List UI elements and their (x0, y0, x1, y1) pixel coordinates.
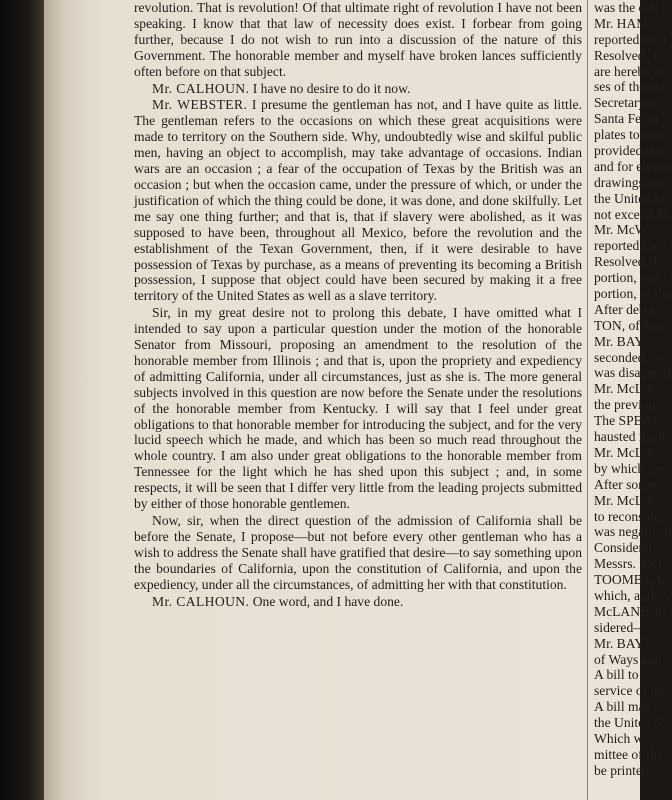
right-column-line: hausted itself (594, 429, 667, 445)
right-column-line: TOOMBS, C (594, 572, 667, 588)
right-column-line: seconded ; an (594, 349, 668, 365)
right-column-line: Mr. McLA (594, 381, 653, 397)
column-rule (587, 0, 588, 800)
paragraph-text: Sir, in my great desire not to prolong this debate, I have omitted what I intended to say upon a particular question under the motion of the honorable Senator from Missouri, proposing an amendment to the resolution of the honorable member from Illinois ; and that is, upon the propriety and expediency of admitting California, under all circumstances, just as she is. The more general subjects involved in this question are now before the Senate under the resolutions of the honorable member from Kentucky. I will say that I feel under great obligations to that honorable member for introducing the subject, and for the very lucid speech which he made, and which has been so much read throughout the whole country. I am also under great obligations to the honorable member from Tennessee for the light which he has shed upon this subject ; and, in some respects, it will be seen that I differ very little from the leading projects submitted by either of those honorable gentlemen. (134, 305, 582, 512)
right-column-line: The SPEA (594, 413, 652, 429)
right-column-line: not exceed $1 (594, 206, 670, 222)
right-column (594, 0, 672, 800)
right-column-line: by which the (594, 460, 665, 476)
right-column-line: Mr. BAYL (594, 635, 653, 651)
right-column-line: which, and by (594, 587, 671, 603)
right-column-line: TON, of Ten (594, 317, 664, 333)
right-column-line: are hereby au (594, 63, 668, 79)
right-column-line: Mr. BAY (594, 333, 645, 349)
right-column-line: provided the (594, 143, 663, 159)
speaker-name: Mr. WEBSTER. (152, 97, 248, 113)
paragraph (134, 305, 582, 512)
right-column-line: McLANE, th (594, 603, 666, 619)
right-column-line: Santa Fe, pr (594, 111, 660, 127)
paragraph-text: revolution. That is revolution! Of that ultimate right of revolution I have not been speaking. I know that that law of necessity does exist. I forbear from going further, because I do not wish to run into a discussion of the nature of this Government. The honorable member and myself have broken lances sufficiently often before on that subject. (134, 0, 582, 79)
right-column-line: Messrs. McL (594, 556, 666, 572)
right-column-line: Mr. HAM (594, 15, 649, 31)
right-column-line: of Ways and (594, 651, 662, 667)
right-column-line: Mr. McLA (594, 492, 653, 508)
right-column-line: plates to acco (594, 127, 668, 143)
right-column-line: service of the (594, 683, 668, 699)
paragraph (134, 0, 582, 80)
paragraph (134, 81, 582, 97)
paragraph-text: I presume the gentleman has not, and I have quite as little. The gentleman refers to the occasions on which these great acquisitions were made to territory on the Southern side. Why, undoubtedly wise and skilful public men, having an object to accomplish, may take advantage of occasions. Indian wars are an occasion ; a fear of the occupation of Texas by the British was an occasion ; but when the occasion came, under the pressure of which, or under the justification of which the thing could be done, it was done, and done skilfully. Let me say one thing further; and that is, that if slavery were abolished, as it was supposed to have been, throughout all Mexico, before the revolution and the establishment of the Texan Government, then, if it were desirable to have possession of Texas by purchase, as a means of preventing its becoming a British possession, I suppose that object could have been secured by making it a free territory of the United States as well as a slave territory. (134, 97, 582, 304)
right-column-line: Mr. McLA (594, 444, 653, 460)
paragraph (134, 513, 582, 593)
right-column-line: was disagreed (594, 365, 671, 381)
right-column-line: mittee of the (594, 746, 663, 762)
right-column-line: A bill mak (594, 699, 652, 715)
right-column-line: and for eleven (594, 158, 672, 174)
right-column-line: to reconsider (594, 508, 665, 524)
right-column-line: ses of the ma (594, 79, 666, 95)
speaker-name: Mr. CALHOUN. (152, 593, 250, 609)
right-column-line: Secretary of (594, 95, 661, 111)
newspaper-page (44, 0, 672, 800)
paragraph-text: I have no desire to do it now. (249, 80, 411, 96)
speaker-name: Mr. CALHOUN. (152, 80, 250, 96)
right-column-line: Resolved, T (594, 254, 660, 270)
right-column-line: Considerab (594, 540, 656, 556)
main-column (134, 0, 582, 800)
right-column-line: be printed (594, 762, 649, 778)
right-column-line: was the call (594, 0, 659, 15)
right-column-line: was negatived (594, 524, 672, 540)
right-column-line: the United St (594, 190, 666, 206)
paragraph-text: One word, and I have done. (249, 593, 404, 609)
right-column-line: the United S (594, 715, 662, 731)
right-column-line: A bill to (594, 667, 639, 683)
right-column-line: portion, of the (594, 286, 672, 302)
paragraph (134, 594, 582, 610)
right-column-line: portion, and t (594, 270, 667, 286)
right-column-line: sidered— (594, 619, 647, 635)
right-column-line: drawings acc (594, 174, 666, 190)
right-column-line: Resolved, T (594, 47, 660, 63)
right-column-line: After some (594, 476, 655, 492)
right-column-line: reported the f (594, 238, 668, 254)
right-column-line: Which w (594, 730, 644, 746)
paragraph (134, 97, 582, 304)
right-column-line: Mr. McW (594, 222, 648, 238)
paragraph-text: Now, sir, when the direct question of the admission of California shall be before the Senate, I propose—but not before every other gentleman who has a wish to address the Senate shall have gratified that desire—to say something upon the boundaries of California, upon the constitution of California, and upon the expediency, under all the circumstances, of admitting her with that constitution. (134, 513, 582, 592)
right-column-line: the previous (594, 397, 661, 413)
right-column-line: After debat (594, 301, 656, 317)
right-column-line: reported the f (594, 31, 668, 47)
